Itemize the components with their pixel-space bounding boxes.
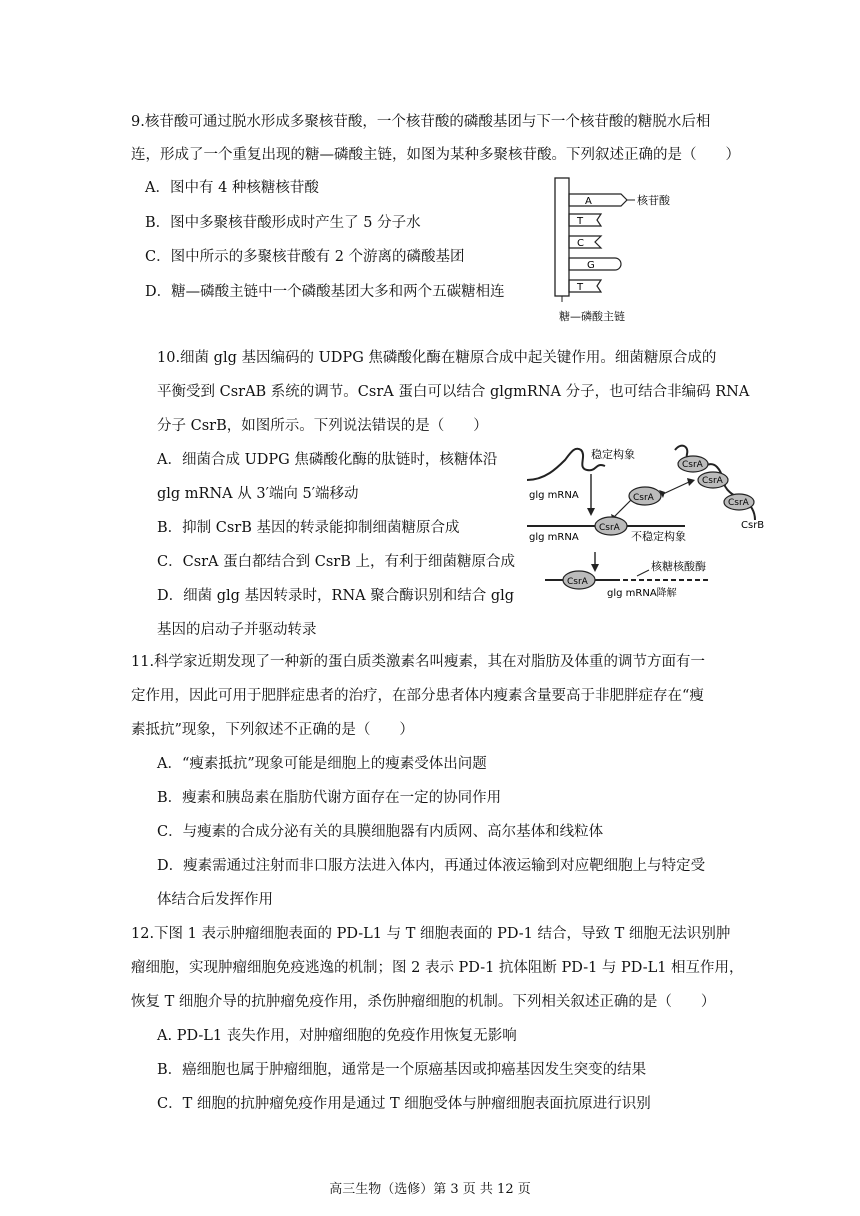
q10-stem-line-2: 平衡受到 CsrAB 系统的调节。CsrA 蛋白可以结合 glgmRNA 分子，也可结合非编码 RNA [157, 384, 750, 400]
q10-csra-degrade: CsrA [567, 577, 588, 587]
q10-stable-label: 稳定构象 [591, 448, 635, 461]
q10-option-c: C．CsrA 蛋白都结合到 CsrB 上，有利于细菌糖原合成 [157, 554, 515, 570]
page-footer: 高三生物（选修）第 3 页 共 12 页 [329, 1182, 531, 1197]
q10-csra-on-csrb-3: CsrA [728, 498, 749, 508]
q10-degrade-label: glg mRNA降解 [607, 588, 677, 599]
q10-stem-line-1: 10.细菌 glg 基因编码的 UDPG 焦磷酸化酶在糖原合成中起关键作用。细菌糖原合成的 [157, 350, 717, 366]
q12-stem-line-3: 恢复 T 细胞介导的抗肿瘤免疫作用，杀伤肿瘤细胞的机制。下列相关叙述正确的是（ ） [131, 994, 716, 1010]
q12-option-a: A. PD-L1 丧失作用，对肿瘤细胞的免疫作用恢复无影响 [157, 1028, 517, 1044]
q10-option-a-line-1: A．细菌合成 UDPG 焦磷酸化酶的肽链时，核糖体沿 [157, 452, 498, 468]
q10-csra-on-csrb-1: CsrA [682, 460, 703, 470]
q9-option-c: C．图中所示的多聚核苷酸有 2 个游离的磷酸基团 [145, 249, 465, 265]
q10-option-d-line-1: D．细菌 glg 基因转录时，RNA 聚合酶识别和结合 glg [157, 588, 515, 604]
q9-base-2: T [577, 216, 584, 227]
q10-csra-bound: CsrA [599, 523, 620, 533]
q11-stem-line-1: 11.科学家近期发现了一种新的蛋白质类激素名叫瘦素，其在对脂肪及体重的调节方面有一 [131, 654, 706, 670]
q11-option-b: B．瘦素和胰岛素在脂肪代谢方面存在一定的协同作用 [157, 790, 502, 806]
q12-stem-line-2: 瘤细胞，实现肿瘤细胞免疫逃逸的机制；图 2 表示 PD-1 抗体阻断 PD-1 与 PD-L1 相互作用， [131, 960, 744, 976]
q9-polynucleotide-figure [545, 176, 695, 326]
q10-csrb-label: CsrB [741, 520, 765, 531]
q10-rnase-label: 核糖核酸酶 [651, 560, 706, 573]
q9-base-4: G [587, 260, 595, 271]
q12-stem-line-1: 12.下图 1 表示肿瘤细胞表面的 PD-L1 与 T 细胞表面的 PD-1 结合，导致 T 细胞无法识别肿 [131, 926, 731, 942]
q9-option-b: B．图中多聚核苷酸形成时产生了 5 分子水 [145, 215, 421, 231]
q11-option-c: C．与瘦素的合成分泌有关的具膜细胞器有内质网、高尔基体和线粒体 [157, 824, 604, 840]
q11-stem-line-2: 定作用，因此可用于肥胖症患者的治疗，在部分患者体内瘦素含量要高于非肥胖症存在“瘦 [131, 688, 704, 704]
q11-stem-line-3: 素抵抗”现象，下列叙述不正确的是（ ） [131, 722, 414, 738]
q9-base-1: A [585, 196, 592, 207]
q10-stem-line-3: 分子 CsrB，如图所示。下列说法错误的是（ ） [157, 418, 488, 434]
q10-mrna-label-top: glg mRNA [529, 490, 579, 501]
q9-nucleotide-label: 核苷酸 [637, 194, 670, 207]
q12-option-b: B．癌细胞也属于肿瘤细胞，通常是一个原癌基因或抑癌基因发生突变的结果 [157, 1062, 647, 1078]
q10-option-b: B．抑制 CsrB 基因的转录能抑制细菌糖原合成 [157, 520, 460, 536]
q10-csra-free: CsrA [633, 493, 654, 503]
q10-mrna-label-mid: glg mRNA [529, 532, 579, 543]
q12-option-c: C．T 细胞的抗肿瘤免疫作用是通过 T 细胞受体与肿瘤细胞表面抗原进行识别 [157, 1096, 651, 1112]
q10-option-d-line-2: 基因的启动子并驱动转录 [157, 622, 317, 638]
q9-stem-line-1: 9.核苷酸可通过脱水形成多聚核苷酸，一个核苷酸的磷酸基团与下一个核苷酸的糖脱水后相 [131, 114, 711, 130]
q9-base-5: T [577, 282, 584, 293]
q9-stem-line-2: 连，形成了一个重复出现的糖—磷酸主链，如图为某种多聚核苷酸。下列叙述正确的是（ ） [131, 147, 740, 163]
q11-option-a: A．“瘦素抵抗”现象可能是细胞上的瘦素受体出问题 [157, 756, 487, 772]
q10-unstable-label: 不稳定构象 [631, 530, 686, 543]
q9-option-a: A．图中有 4 种核糖核苷酸 [145, 180, 319, 196]
q10-csra-regulation-figure [525, 440, 775, 610]
q9-backbone-label: 糖—磷酸主链 [559, 310, 625, 323]
q9-option-d: D．糖—磷酸主链中一个磷酸基团大多和两个五碳糖相连 [145, 284, 505, 300]
q10-csra-on-csrb-2: CsrA [702, 476, 723, 486]
q11-option-d-line-1: D．瘦素需通过注射而非口服方法进入体内，再通过体液运输到对应靶细胞上与特定受 [157, 858, 706, 874]
q10-option-a-line-2: glg mRNA 从 3′端向 5′端移动 [157, 486, 359, 502]
q9-base-3: C [577, 238, 584, 249]
q11-option-d-line-2: 体结合后发挥作用 [157, 892, 273, 908]
